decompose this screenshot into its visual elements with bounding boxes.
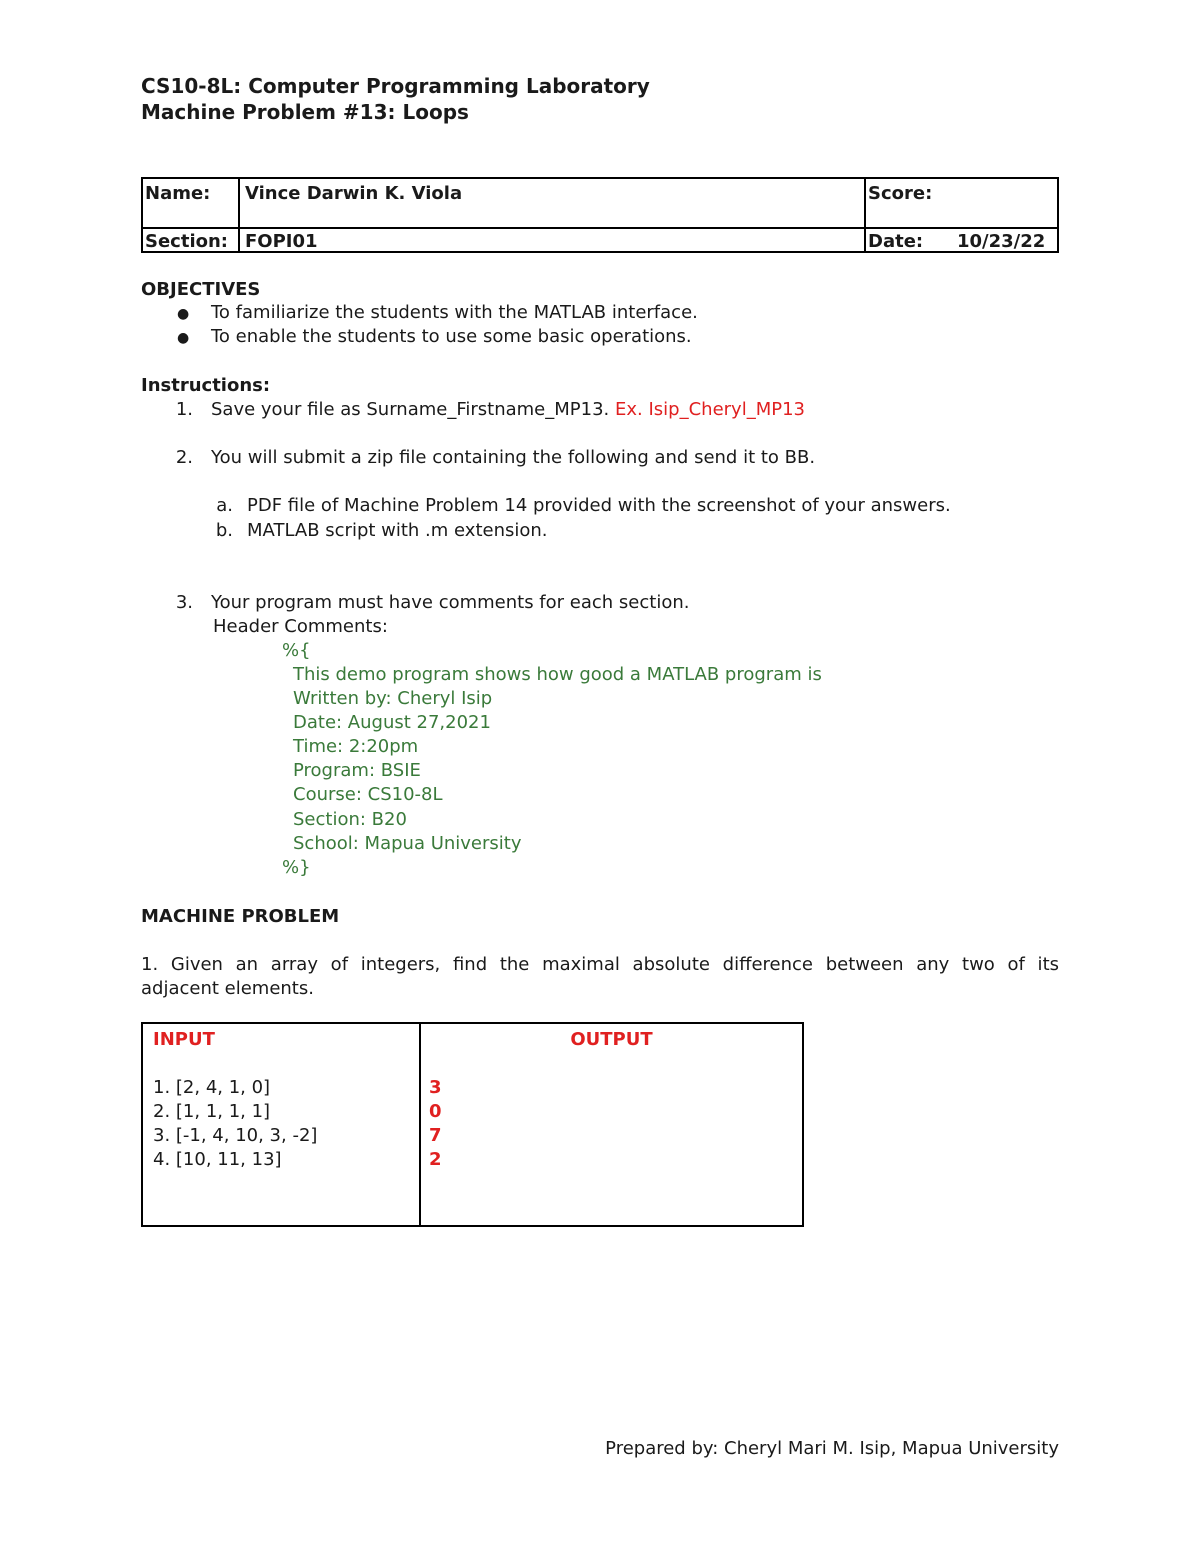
output-row: 0 <box>429 1101 442 1122</box>
sublist-letter: a. <box>216 495 233 516</box>
table-divider <box>143 227 1057 229</box>
instruction-example: Ex. Isip_Cheryl_MP13 <box>615 399 805 420</box>
header-comments-label: Header Comments: <box>213 616 388 637</box>
output-header: OUTPUT <box>570 1029 653 1050</box>
comment-line: Section: B20 <box>293 809 407 830</box>
instructions-heading: Instructions: <box>141 375 271 396</box>
instruction-text: Save your file as Surname_Firstname_MP13. <box>211 399 610 420</box>
comment-open: %{ <box>282 640 311 661</box>
comment-line: School: Mapua University <box>293 833 522 854</box>
date-value: 10/23/22 <box>957 231 1046 252</box>
input-header: INPUT <box>153 1029 215 1050</box>
sublist-item: MATLAB script with .m extension. <box>247 520 548 541</box>
comment-line: Written by: Cheryl Isip <box>293 688 493 709</box>
input-row: 2. [1, 1, 1, 1] <box>153 1101 271 1122</box>
objective-item: To familiarize the students with the MATLAB interface. <box>211 302 698 323</box>
output-row: 2 <box>429 1149 442 1170</box>
section-value: FOPI01 <box>245 231 318 252</box>
comment-close: %} <box>282 857 311 878</box>
problem-statement-line: 1. Given an array of integers, find the maximal absolute difference between any two of its <box>141 954 1059 975</box>
instruction-item: You will submit a zip file containing the following and send it to BB. <box>211 447 816 468</box>
score-label: Score: <box>868 183 933 204</box>
objective-item: To enable the students to use some basic operations. <box>211 326 692 347</box>
course-title: CS10-8L: Computer Programming Laboratory <box>141 74 650 98</box>
date-label: Date: <box>868 231 924 252</box>
comment-line: This demo program shows how good a MATLAB program is <box>293 664 822 685</box>
list-number: 2. <box>175 447 193 468</box>
problem-statement-line: adjacent elements. <box>141 978 314 999</box>
table-divider <box>864 179 866 251</box>
prepared-by-footer: Prepared by: Cheryl Mari M. Isip, Mapua University <box>605 1438 1059 1459</box>
name-value: Vince Darwin K. Viola <box>245 183 463 204</box>
table-divider <box>419 1024 421 1225</box>
input-row: 4. [10, 11, 13] <box>153 1149 282 1170</box>
objectives-heading: OBJECTIVES <box>141 279 261 300</box>
list-number: 3. <box>175 592 193 613</box>
instruction-item <box>211 399 805 420</box>
bullet-icon: ● <box>177 306 190 322</box>
name-label: Name: <box>145 183 211 204</box>
machine-problem-heading: MACHINE PROBLEM <box>141 906 340 927</box>
input-row: 1. [2, 4, 1, 0] <box>153 1077 271 1098</box>
bullet-icon: ● <box>177 330 190 346</box>
list-number: 1. <box>175 399 193 420</box>
input-output-table <box>141 1022 804 1227</box>
sublist-letter: b. <box>215 520 233 541</box>
instruction-item: Your program must have comments for each section. <box>211 592 690 613</box>
input-row: 3. [-1, 4, 10, 3, -2] <box>153 1125 318 1146</box>
section-label: Section: <box>145 231 228 252</box>
comment-line: Time: 2:20pm <box>293 736 419 757</box>
sublist-item: PDF file of Machine Problem 14 provided with the screenshot of your answers. <box>247 495 951 516</box>
table-divider <box>238 179 240 251</box>
comment-line: Program: BSIE <box>293 760 421 781</box>
output-row: 3 <box>429 1077 442 1098</box>
comment-line: Date: August 27,2021 <box>293 712 491 733</box>
problem-title: Machine Problem #13: Loops <box>141 100 469 124</box>
student-info-table <box>141 177 1059 253</box>
output-row: 7 <box>429 1125 442 1146</box>
comment-line: Course: CS10-8L <box>293 784 443 805</box>
